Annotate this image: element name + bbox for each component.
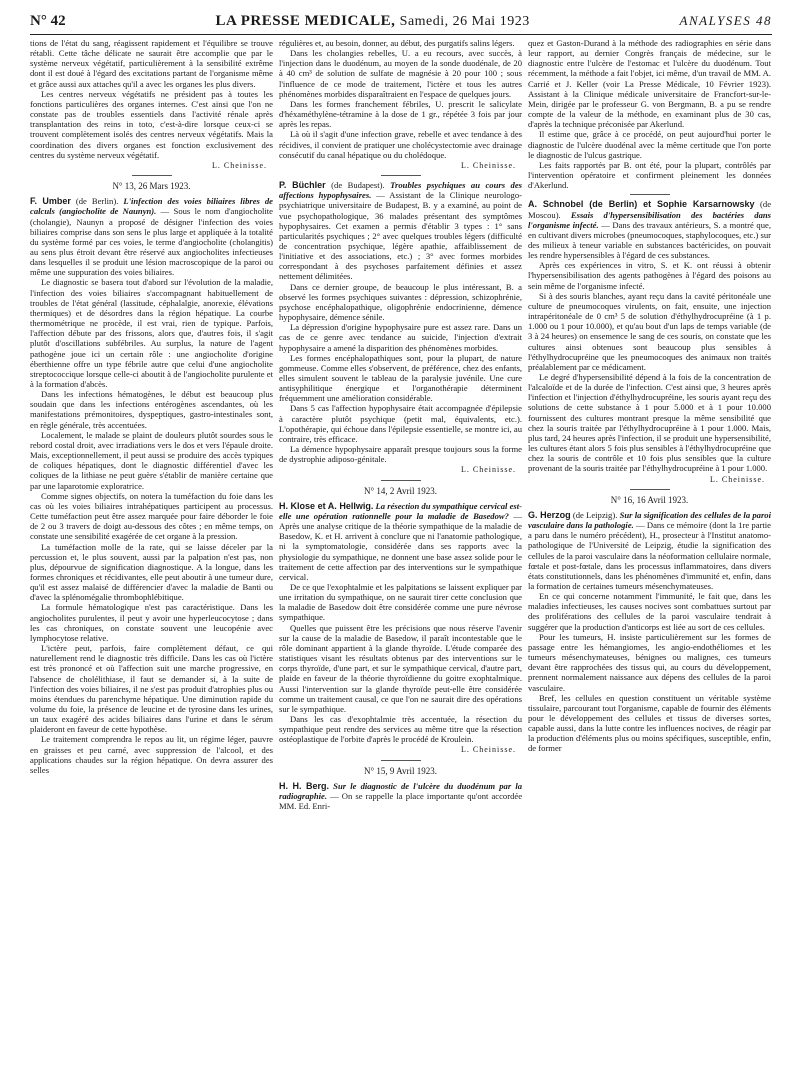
article-title: Sur la signification des cellules de la paroi vasculaire dans la pathologie. <box>528 509 771 531</box>
article-text: — Assistant de la Clinique neurologo-psychiatrique universitaire de Budapest, B. y a examiné, au point de vue psychopathologique, 36 malades présentant des symptômes hypophysaires. Cet examen a permis d'établir 3 types : 1° sans particularités psychiques ; 2° avec quelques troubles légers (difficulté de concentration psychique, légère apathie, affaiblissement de l'initiative et des associations, etc.) ; 3° avec formes morbides correspondant à des psychoses parfaitement définies et assez nettement délimitées. <box>279 190 522 282</box>
paragraph: Là où il s'agit d'une infection grave, rebelle et avec tendance à des récidives, il convient de pratiquer une cholécystectomie avec drainage consécutif du canal hépatique ou du cholédoque. <box>279 129 522 160</box>
article-author: P. Büchler <box>279 180 326 191</box>
paragraph: Dans les cholangies rebelles, U. a eu recours, avec succès, à l'injection dans le duodénum, au moyen de la sonde duodénale, de 20 à 40 cm³ de solution de sulfate de magnésie à 20 pour 100 ; sous l'influence de ce mode de traitement, l'ictère et tous les autres phénomènes morbides disparaîtraient en l'espace de quelques jours. <box>279 48 522 99</box>
article-author: F. Umber <box>30 196 71 207</box>
article-text: — Dans ce mémoire (dont la 1re partie a paru dans le numéro précédent), H., prosecteur à l'Institut anatomo-pathologique de l'Université de Leipzig, étudie la signification des cellules de la paroi vasculaire dans la néoformation cellulaire normale, fœtale et post-fœtale, dans les processus inflammatoires, dans divers états constitutionnels, dans les phénomènes d'immunité et, enfin, dans la formation de certaines tumeurs mésenchymateuses. <box>528 520 771 591</box>
article-author: H. Klose et A. Hellwig. <box>279 500 374 511</box>
article-text: — Après une analyse critique de la théorie sympathique de la maladie de Basedow, K. et H. arrivent à conclure que ni l'anatomie pathologique, ni la symptomatologie, considérée dans ses rapports avec la physiologie du sympathique, ne donnent une base assez solide pour le traitement de cette affection par des interventions sur le sympathique cervical. <box>279 510 522 582</box>
author-location: (de Berlin). <box>75 196 119 207</box>
paragraph: Comme signes objectifs, on notera la tuméfaction du foie dans les cas où les voies biliaires intrahépatiques participent au processus. Cette tuméfaction peut être assez marquée pour faire déborder le foie de 2 ou 3 travers de doigt au-dessous des côtes ; en même temps, on constate une sensibilité exagérée de cet organe à la pression. <box>30 490 273 542</box>
journal-title <box>215 13 529 30</box>
paragraph: La démence hypophysaire apparaît presque toujours sous la forme de dystrophie adiposo-génitale. <box>279 444 522 465</box>
divider <box>381 480 421 481</box>
article-text: — On se rappelle la place importante qu'ont accordée MM. Ed. Enri- <box>279 790 522 812</box>
paragraph: Les formes encéphalopathiques sont, pour la plupart, de nature gommeuse. Comme elles s'observent, de préférence, chez des enfants, elles simulent souvent le tableau de la paralysie juvénile. Une cure antisyphilitique énergique et l'organothérapie déterminent fréquemment une amélioration considérable. <box>279 352 522 404</box>
issue-date: Samedi, 26 Mai 1923 <box>399 13 530 29</box>
issue-heading: N° 15, 9 Avril 1923. <box>364 765 437 776</box>
paragraph: Dans les formes franchement fébriles, U. prescrit le salicylate d'héxaméthylène-tétramine à la dose de 1 gr., répétée 3 fois par jour après les repas. <box>279 98 522 130</box>
article-title: Essais d'hypersensibilisation des bactéries dans l'organisme infecté. <box>528 209 771 230</box>
paragraph: Quelles que puissent être les précisions que nous réserve l'avenir sur la cause de la maladie de Basedow, il paraît incontestable que le rôle dominant appartient à la glande thyroïde. L'étude comparée des statistiques visant les résultats obtenus par des interventions sur le corps thyroïde, d'une part, et sur le sympathique cervical, d'autre part, plaide en faveur de la théorie thyroïdienne du goitre exophtalmique. Aussi l'intervention sur la glande thyroïde peut-elle être considérée comme un traitement causal, ce que l'on ne saurait dire des opérations sur le sympathique. <box>279 622 522 714</box>
article-author: G. Herzog <box>528 509 571 520</box>
paragraph: De ce que l'exophtalmie et les palpitations se laissent expliquer par une irritation du sympathique, on ne saurait tirer cette conclusion que la maladie de Basedow doit être considérée comme une pure névrose sympathique. <box>279 581 522 623</box>
paragraph: quez et Gaston-Durand à la méthode des radiographies en série dans leur rapport, au dernier Congrès français de médecine, sur le diagnostic entre l'ulcère de l'estomac et l'ulcère du duodénum. Tout récemment, la méthode a fait l'objet, ici même, d'un travail de MM. A. Carrié et J. Keller (voir La Presse Médicale, 10 Février 1923). Assistant à la Clinique médicale universitaire de Francfort-sur-le-Mein, dirigée par le professeur G. von Bergmann, B. a pu se rendre compte de la valeur de la méthode, en examinant plus de 30 cas, d'après la technique préconisée par Akerlund. <box>528 38 771 130</box>
signature: L. Cheinisse. <box>710 474 765 484</box>
divider <box>132 175 172 176</box>
paragraph: La formule hématologique n'est pas caractéristique. Dans les angiocholites purulentes, il peut y avoir une hyperleucocytose ; dans les cas chroniques, on constate souvent une leucopénie avec lymphocytose relative. <box>30 602 273 643</box>
paragraph: Pour les tumeurs, H. insiste particulièrement sur les formes de passage entre les hémangiomes, les angio-endothéliomes et les tumeurs mésenchymateuses, bénignes ou malignes, ces tumeurs devant être rapprochées des tissus qui, au cours du développement, prennent normalement naissance aux dépens des cellules de la paroi vasculaire. <box>528 631 771 693</box>
issue-heading: N° 13, 26 Mars 1923. <box>112 181 191 192</box>
article-intro <box>279 781 522 811</box>
article-intro <box>279 501 522 582</box>
paragraph: Le degré d'hypersensibilité dépend à la fois de la concentration de l'alcaloïde et de la durée de l'infection. C'est ainsi que, 3 heures après l'infection et l'injection d'éthylhydrocupréine, les souris ayant reçu des solutions de cette substance à 1 pour 5.000 et à 1 pour 10.000 fournissent des cultures montrant presque la même sensibilité que chez la souris traitée par l'éthylhydrocupréine à 1 pour 1.000. Mais, plus tard, 24 heures après l'infection, il se produit une hypersensibilité, les cultures étant alors 5 fois plus sensibles à l'éthylhydrocupréine que chez la souris de contrôle et 10 fois plus sensibles que la culture provenant de la souris traitée par l'éthylhydrocupréine à 1 pour 1.000. <box>528 372 771 474</box>
paragraph: Il estime que, grâce à ce procédé, on peut aujourd'hui porter le diagnostic de l'ulcère duodénal avec la même certitude que l'on porte le diagnostic de l'ulcus gastrique. <box>528 129 771 160</box>
paragraph: Le diagnostic se basera tout d'abord sur l'évolution de la maladie, l'infection des voies biliaires s'accompagnant habituellement de troubles de l'état général (lassitude, céphalalgie, anorexie, élévations thermiques) et de désordres dans la région hépatique. La courbe thermométrique ne procède, il est vrai, rien de typique. Parfois, l'affection débute par des frissons, alors que, d'autres fois, il s'agit plutôt d'oscillations subfébriles. Au surplus, la nature de l'agent pathogène joue ici un certain rôle : une angiocholite d'origine éberthienne offre un type fébrile autre que celui d'une angiocholite streptococcique lorsque celle-ci aboutit à de l'angiocholite purulente et à la formation d'abcès. <box>30 277 273 389</box>
paragraph: L'ictère peut, parfois, faire complètement défaut, ce qui naturellement rend le diagnostic très difficile. Dans les cas où l'ictère est très prononcé et où l'affection suit une marche progressive, en l'absence de cholélithiase, il faut se demander si, à la suite de l'infection des voies biliaires, il ne s'est pas produit d'atrophies plus ou moins étendues du parenchyme hépatique. Une diminution rapide du volume du foie, la présence de leucine et de tyrosine dans les urines, un taux exagéré des acides biliaires dans l'urine et dans le sérum plaideront en faveur de cette hypothèse. <box>30 643 273 735</box>
column-3 <box>528 38 771 1074</box>
divider <box>381 760 421 761</box>
column-2 <box>279 38 522 1074</box>
paragraph: Si à des souris blanches, ayant reçu dans la cavité péritonéale une culture de pneumocoques virulents, on fait, ensuite, une injection intrapéritonéale de 0 cm³ 5 de solution d'éthylhydrocupréine (à 1 p. 1.000 ou 1 pour 10.000), et qu'au bout d'un laps de temps variable (de 3 à 24 heures) on ensemence le sang de ces souris, on constate que les cultures ainsi obtenues sont beaucoup plus sensibles à l'éthylhydrocupréine que les pneumocoques des animaux non traités préalablement par ce médicament. <box>528 290 771 372</box>
paragraph: Après ces expériences in vitro, S. et K. ont réussi à obtenir l'hypersensibilisation des agents pathogènes à l'égard des poisons au sein même de l'organisme infecté. <box>528 260 771 291</box>
signature: L. Cheinisse. <box>461 160 516 170</box>
article-columns <box>30 38 772 1074</box>
signature: L. Cheinisse. <box>212 160 267 170</box>
paragraph: Dans les cas d'exophtalmie très accentuée, la résection du sympathique peut rendre des services au même titre que la résection ostéoplastique de l'orbite d'après le procédé de Kroulein. <box>279 714 522 745</box>
page-header <box>30 8 772 35</box>
author-location: (de Moscou). <box>528 199 771 220</box>
paragraph: Le traitement comprendra le repos au lit, un régime léger, pauvre en graisses et peu carné, avec suppression de l'alcool, et des applications chaudes sur la région hépatique. On devra assurer des selles <box>30 734 273 775</box>
paragraph: Dans 5 cas l'affection hypophysaire était accompagnée d'épilepsie à caractère plutôt psychique (petit mal, équivalents, etc.). L'opothérapie, qui échoue dans l'épilepsie essentielle, se montre ici, au contraire, très efficace. <box>279 403 522 444</box>
issue-heading: N° 14, 2 Avril 1923. <box>364 485 437 496</box>
paragraph: Localement, le malade se plaint de douleurs plutôt sourdes sous le rebord costal droit, avec irradiations vers le dos et vers l'épaule droite. Mais, exceptionnellement, il peut aussi se produire des accès typiques de coliques hépatiques, dont le diagnostic différentiel d'avec les coliques de la lithiase ne peut guère s'établir de manière certaine que par une laparotomie exploratrice. <box>30 429 273 491</box>
paragraph: La tuméfaction molle de la rate, qui se laisse déceler par la percussion et, le plus souvent, aussi par la palpation n'est pas, non plus, dépourvue de signification diagnostique. A la longue, dans les formes chroniques et récidivantes, elle peut aboutir à une tumeur dure, qu'il est assez malaisé de différencier d'avec la maladie de Banti ou d'avec la splénomégalie thrombophlébitique. <box>30 541 273 603</box>
issue-heading: N° 16, 16 Avril 1923. <box>610 494 689 505</box>
article-author: H. H. Berg. <box>279 780 330 791</box>
paragraph: Les centres nerveux végétatifs ne président pas à toutes les fonctions particulières des organes internes. C'est ainsi que l'on ne constate pas de troubles essentiels dans l'activité rénale après transplantation des reins in toto, c'est-à-dire lorsque ceux-ci se trouvent complètement isolés des centres nerveux végétatifs. Mais la coordination des divers organes est fonction exclusivement des centres du système nerveux végétatif. <box>30 88 273 160</box>
signature: L. Cheinisse. <box>461 745 516 755</box>
article-intro <box>528 510 771 591</box>
column-1 <box>30 38 273 1074</box>
paragraph: Dans les infections hématogènes, le début est beaucoup plus soudain que dans les infections entérogènes ascendantes, où les manifestations prémonitoires, dyspeptiques, gastro-intestinales sont, en règle générale, très accentuées. <box>30 389 273 430</box>
divider <box>630 489 670 490</box>
article-title: Troubles psychiques au cours des affections hypophysaires. <box>279 180 522 201</box>
article-intro <box>279 180 522 282</box>
section-label: ANALYSES 48 <box>679 13 772 28</box>
paragraph: En ce qui concerne notamment l'immunité, le fait que, dans les maladies infectieuses, les causes nocives sont combattues surtout par des proliférations des cellules de la paroi vasculaire tendrait à suggérer que la production d'anticorps est liée au sort de ces cellules. <box>528 591 771 632</box>
article-title: La résection du sympathique cervical est-elle une opération rationnelle pour la maladie de Basedow? <box>279 500 522 521</box>
paragraph: Dans ce dernier groupe, de beaucoup le plus intéressant, B. a observé les formes psychiques suivantes : dépression, schizophrénie, psychose encéphalopathique, oligophrénie endocrinienne, démence hypophysaire, démence sénile. <box>279 281 522 323</box>
article-title: L'infection des voies biliaires libres de calculs (angiocholite de Naunyn). <box>30 196 273 217</box>
article-text: — Dans des travaux antérieurs, S. a montré que, en cultivant divers microbes (pneumocoques, staphylocoques, etc.) sur des milieux à teneur variable en substances bactéricides, on pouvait les rendre hypersensibles à l'égard de ces substances. <box>528 219 771 261</box>
signature: L. Cheinisse. <box>461 465 516 475</box>
divider <box>381 175 421 176</box>
article-intro <box>30 196 273 277</box>
article-intro <box>528 199 771 260</box>
paragraph: La dépression d'origine hypophysaire pure est assez rare. Dans un cas de ce genre avec tendance au suicide, l'injection d'extrait hypophysaire a amené la disparition des phénomènes morbides. <box>279 322 522 353</box>
author-location: (de Budapest). <box>331 180 385 191</box>
author-location: (de Leipzig). <box>572 509 618 520</box>
paragraph: tions de l'état du sang, réagissent rapidement et l'équilibre se trouve rétabli. Cette tâche délicate ne saurait être accomplie que par le système nerveux végétatif, particulièrement à la sensibilité extrême dont il est doué à l'égard des excitations partant de l'organisme même et grâce aussi aux attaches qu'il a avec les organes les plus divers. <box>30 38 273 89</box>
issue-number: N° 42 <box>30 12 66 29</box>
article-text: — Sous le nom d'angiocholite (cholangie), Naunyn a proposé de désigner l'infection des voies biliaires comprise dans son sens le plus large et appliquée à la totalité du système formé par ces voies, le terme d'angiocholite (cholangitis) au sens plus étroit devant être réservé aux angiocholites infectieuses dans lesquelles il se produit une lésion macroscopique de la paroi ou même une suppuration des voies biliaires. <box>30 206 273 278</box>
journal-name: LA PRESSE MEDICALE, <box>215 12 396 29</box>
paragraph: Bref, les cellules en question constituent un véritable système tissulaire, parcourant tout l'organisme, capable de fournir des éléments pour le développement des cellules et tissus de diverses sortes, capable aussi, dans la lutte contre les influences nocives, de réagir par la production d'éléments plus ou moins spécifiques, susceptible, enfin, de former <box>528 692 771 754</box>
article-author: A. Schnobel (de Berlin) et Sophie Karsarnowsky <box>528 199 755 210</box>
paragraph: Les faits rapportés par B. ont été, pour la plupart, contrôlés par l'intervention opératoire et confirment pleinement les données d'Akerlund. <box>528 159 771 191</box>
divider <box>630 194 670 195</box>
paragraph: régulières et, au besoin, donner, au début, des purgatifs salins légers. <box>279 38 515 48</box>
article-title: Sur le diagnostic de l'ulcère du duodénum par la radiographie. <box>279 780 522 801</box>
